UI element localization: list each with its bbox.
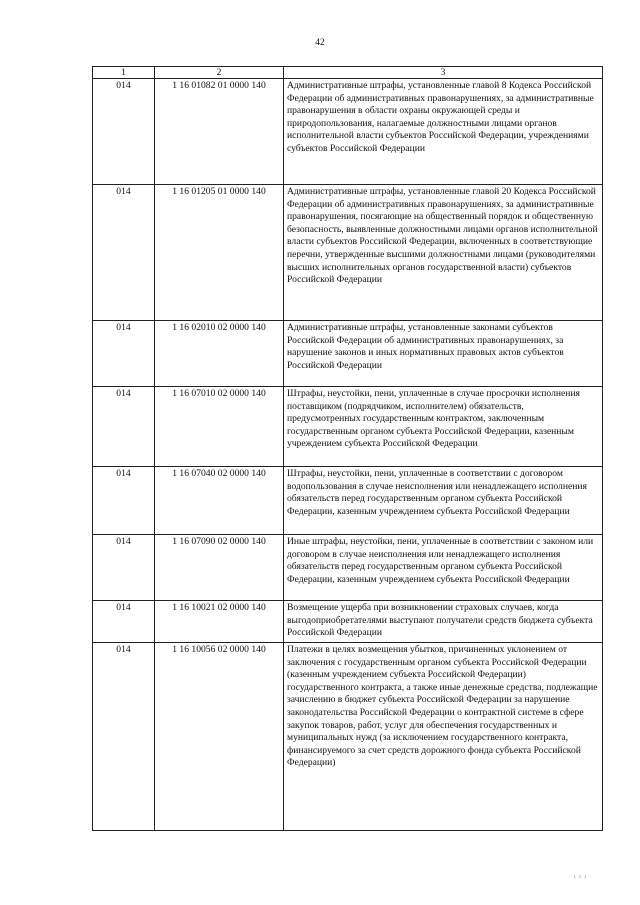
classification-code-cell: 1 16 10056 02 0000 140 bbox=[155, 643, 284, 831]
classification-code-cell: 1 16 02010 02 0000 140 bbox=[155, 321, 284, 387]
admin-code-cell: 014 bbox=[93, 535, 155, 601]
scan-corner-mark: ı ı ı bbox=[574, 874, 588, 880]
description-cell: Штрафы, неустойки, пени, уплаченные в случае просрочки исполнения поставщиком (подрядчиком, исполнителем) обязательств, предусмотренных государственным контрактом, заключенным государственным органом субъекта Российской Федерации, казенным учреждением субъекта Российской Федерации bbox=[284, 387, 603, 467]
admin-code-cell: 014 bbox=[93, 321, 155, 387]
classification-code-cell: 1 16 07040 02 0000 140 bbox=[155, 467, 284, 535]
classification-code-cell: 1 16 10021 02 0000 140 bbox=[155, 601, 284, 643]
description-cell: Административные штрафы, установленные законами субъектов Российской Федерации об административных правонарушениях, за нарушение законов и иных нормативных правовых актов субъектов Российской Федерации bbox=[284, 321, 603, 387]
table-row bbox=[93, 79, 603, 185]
admin-code-cell: 014 bbox=[93, 79, 155, 185]
table-row bbox=[93, 535, 603, 601]
classification-code-cell: 1 16 01205 01 0000 140 bbox=[155, 185, 284, 321]
table-row bbox=[93, 467, 603, 535]
column-header: 3 bbox=[284, 67, 603, 79]
page-number: 42 bbox=[315, 38, 325, 48]
description-cell: Иные штрафы, неустойки, пени, уплаченные в соответствии с законом или договором в случае неисполнения или ненадлежащего исполнения обязательств перед государственным органом субъекта Российской Федерации, казенным учреждением субъекта Российской Федерации bbox=[284, 535, 603, 601]
table-row bbox=[93, 387, 603, 467]
admin-code-cell: 014 bbox=[93, 643, 155, 831]
classification-code-cell: 1 16 07010 02 0000 140 bbox=[155, 387, 284, 467]
revenue-codes-table bbox=[92, 66, 603, 831]
admin-code-cell: 014 bbox=[93, 467, 155, 535]
classification-code-cell: 1 16 07090 02 0000 140 bbox=[155, 535, 284, 601]
table-row bbox=[93, 185, 603, 321]
table-row bbox=[93, 601, 603, 643]
description-cell: Штрафы, неустойки, пени, уплаченные в соответствии с договором водопользования в случае неисполнения или ненадлежащего исполнения обязательств перед государственным органом субъекта Российской Федерации, казенным учреждением субъекта Российской Федерации bbox=[284, 467, 603, 535]
table-header-row bbox=[93, 67, 603, 79]
table-row bbox=[93, 643, 603, 831]
description-cell: Административные штрафы, установленные главой 20 Кодекса Российской Федерации об административных правонарушениях, за административные правонарушения, посягающие на общественный порядок и общественную безопасность, выявленные должностными лицами органов исполнительной власти субъектов Российской Федерации, включенных в соответствующие перечни, утвержденные высшими должностными лицами (руководителями высших исполнительных органов государственной власти) субъектов Российской Федерации bbox=[284, 185, 603, 321]
admin-code-cell: 014 bbox=[93, 601, 155, 643]
description-cell: Возмещение ущерба при возникновении страховых случаев, когда выгодоприобретателями выступают получатели средств бюджета субъекта Российской Федерации bbox=[284, 601, 603, 643]
column-header: 2 bbox=[155, 67, 284, 79]
column-header: 1 bbox=[93, 67, 155, 79]
admin-code-cell: 014 bbox=[93, 387, 155, 467]
classification-code-cell: 1 16 01082 01 0000 140 bbox=[155, 79, 284, 185]
description-cell: Платежи в целях возмещения убытков, причиненных уклонением от заключения с государственным органом субъекта Российской Федерации (казенным учреждением субъекта Российской Федерации) государственного контракта, а также иные денежные средства, подлежащие зачислению в бюджет субъекта Российской Федерации за нарушение законодательства Российской Федерации о контрактной системе в сфере закупок товаров, работ, услуг для обеспечения государственных и муниципальных нужд (за исключением государственного контракта, финансируемого за счет средств дорожного фонда субъекта Российской Федерации) bbox=[284, 643, 603, 831]
description-cell: Административные штрафы, установленные главой 8 Кодекса Российской Федерации об административных правонарушениях, за административные правонарушения в области охраны окружающей среды и природопользования, налагаемые должностными лицами органов исполнительной власти субъектов Российской Федерации, учреждениями субъектов Российской Федерации bbox=[284, 79, 603, 185]
table-row bbox=[93, 321, 603, 387]
admin-code-cell: 014 bbox=[93, 185, 155, 321]
